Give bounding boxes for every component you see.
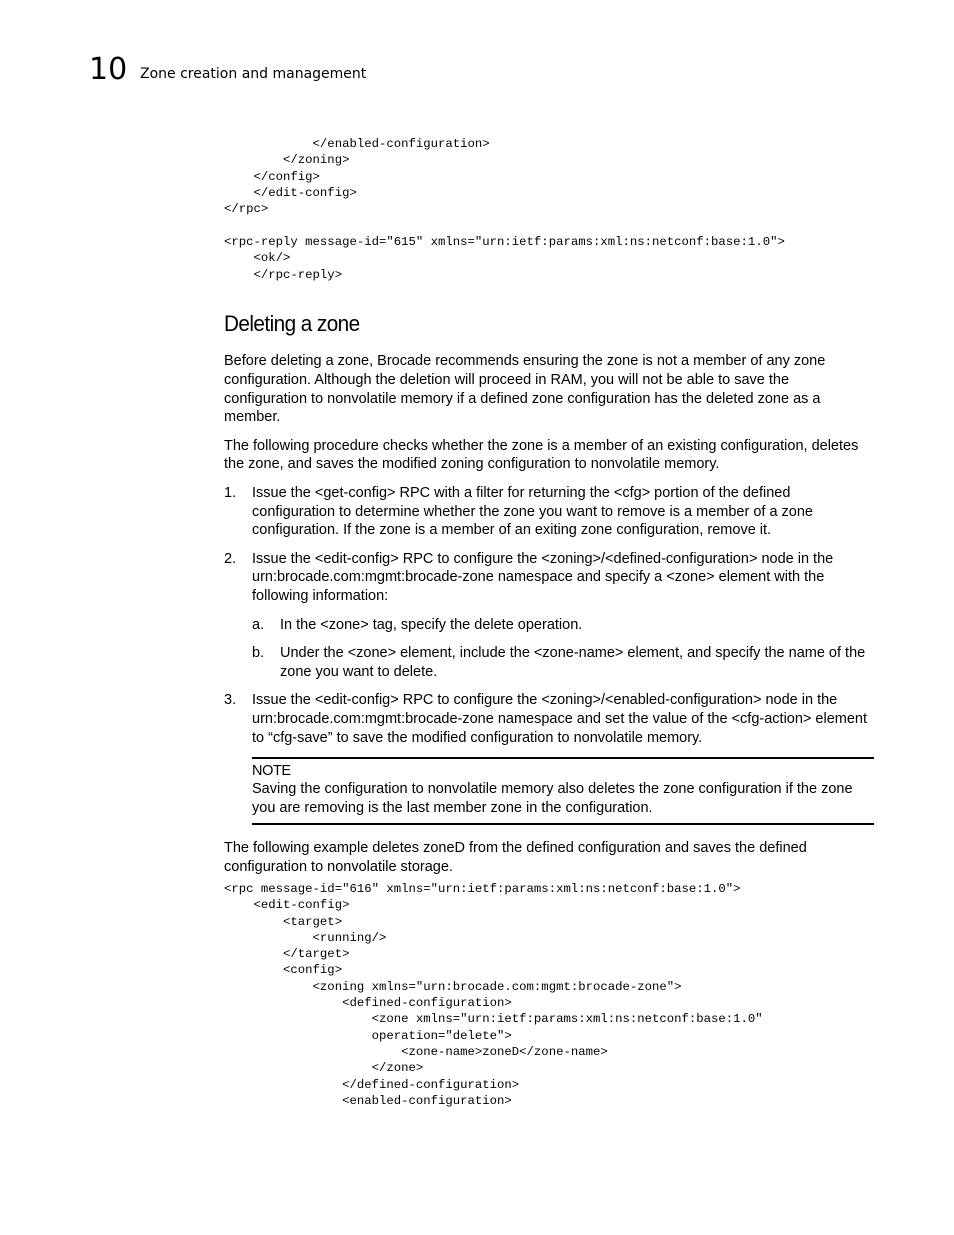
substep-marker: a. bbox=[252, 616, 265, 633]
code-block-rpc-reply: <rpc-reply message-id="615" xmlns="urn:ietf:params:xml:ns:netconf:base:1.0"> <ok/> </rpc-reply> bbox=[224, 235, 785, 282]
example-paragraph: The following example deletes zoneD from the defined configuration and saves the defined configuration to nonvolatile storage. bbox=[224, 840, 807, 876]
step-item bbox=[224, 550, 874, 682]
step-marker: 3. bbox=[224, 691, 237, 708]
substep-marker: b. bbox=[252, 644, 265, 661]
substeps bbox=[252, 616, 874, 682]
step-item bbox=[224, 691, 874, 747]
note-text: Saving the configuration to nonvolatile memory also deletes the zone configuration if the zone you are removing is the last member zone in the configuration. bbox=[252, 780, 853, 816]
code-block-example: <rpc message-id="616" xmlns="urn:ietf:params:xml:ns:netconf:base:1.0"> <edit-config> <target> <running/> </target> <config> <zoning xmlns="urn:brocade.com:mgmt:brocade-zone"> <defined-configuration> <zone xmlns="urn:ietf:params:xml:ns:netconf:base:1.0" operation="delete"> <zone-name>zoneD</zone-name> </zone> </defined-configuration> <enabled-configuration> bbox=[224, 882, 763, 1108]
step-text: Issue the <edit-config> RPC to configure the <zoning>/<enabled-configuration> node in the urn:brocade.com:mgmt:brocade-zone namespace and set the value of the <cfg-action> element to “cfg-save” to save the modified configuration to nonvolatile memory. bbox=[252, 691, 867, 746]
note-box bbox=[252, 757, 874, 826]
procedure-paragraph: The following procedure checks whether the zone is a member of an existing configuration, deletes the zone, and saves the modified zoning configuration to nonvolatile memory. bbox=[224, 437, 859, 473]
substep-item bbox=[252, 616, 874, 635]
procedure-steps bbox=[224, 484, 874, 748]
intro-paragraph: Before deleting a zone, Brocade recommends ensuring the zone is not a member of any zone configuration. Although the deletion will proceed in RAM, you will not be able to save the configuration to nonvolatile memory if a defined zone configuration has the deleted zone as a member. bbox=[224, 353, 826, 426]
chapter-number: 10 bbox=[89, 52, 128, 87]
section-heading: Deleting a zone bbox=[224, 311, 360, 336]
main-content bbox=[224, 300, 874, 887]
step-text: Issue the <get-config> RPC with a filter for returning the <cfg> portion of the defined configuration to determine whether the zone you want to remove is a member of a zone configuration. If the zone is a member of an exiting zone configuration, remove it. bbox=[252, 484, 813, 539]
code-block-rpc-end: </enabled-configuration> </zoning> </config> </edit-config> </rpc> bbox=[224, 137, 490, 217]
substep-text: In the <zone> tag, specify the delete operation. bbox=[280, 616, 583, 633]
chapter-title: Zone creation and management bbox=[140, 66, 367, 82]
step-marker: 2. bbox=[224, 550, 237, 567]
substep-item bbox=[252, 644, 874, 682]
step-marker: 1. bbox=[224, 484, 237, 501]
step-text: Issue the <edit-config> RPC to configure the <zoning>/<defined-configuration> node in the urn:brocade.com:mgmt:brocade-zone namespace and specify a <zone> element with the following information: bbox=[252, 550, 834, 605]
step-item bbox=[224, 484, 874, 540]
note-label: NOTE bbox=[252, 762, 291, 779]
substep-text: Under the <zone> element, include the <zone-name> element, and specify the name of the zone you want to delete. bbox=[280, 644, 866, 680]
